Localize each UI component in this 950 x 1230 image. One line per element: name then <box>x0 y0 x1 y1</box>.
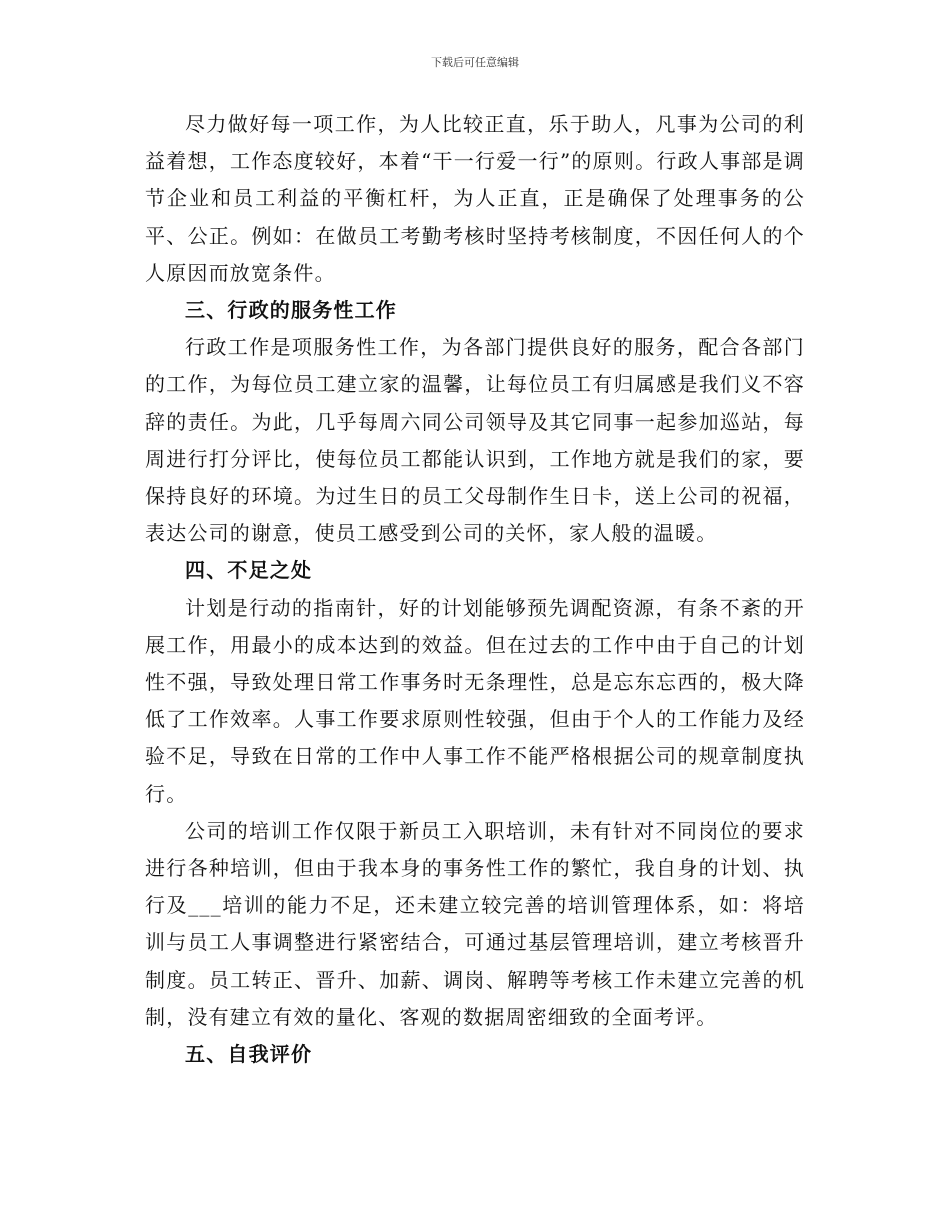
paragraph-service-work: 行政工作是项服务性工作，为各部门提供良好的服务，配合各部门的工作，为每位员工建立家的温馨，让每位员工有归属感是我们义不容辞的责任。为此，几乎每周六同公司领导及其它同事一起参加巡站，每周进行打分评比，使每位员工都能认识到，工作地方就是我们的家，要保持良好的环境。为过生日的员工父母制作生日卡，送上公司的祝福，表达公司的谢意，使员工感受到公司的关怀，家人般的温暖。 <box>145 335 805 546</box>
document-body <box>145 106 805 1073</box>
section-heading-5: 五、自我评价 <box>185 1042 313 1067</box>
paragraph-work-attitude: 尽力做好每一项工作，为人比较正直，乐于助人，凡事为公司的利益着想，工作态度较好，本着“干一行爱一行”的原则。行政人事部是调节企业和员工利益的平衡杠杆，为人正直，正是确保了处理事务的公平、公正。例如：在做员工考勤考核时坚持考核制度，不因任何人的个人原因而放宽条件。 <box>145 112 805 285</box>
page-header-note: 下载后可任意编辑 <box>431 56 519 69</box>
section-heading-4: 四、不足之处 <box>185 558 313 583</box>
paragraph-training-shortcomings: 公司的培训工作仅限于新员工入职培训，未有针对不同岗位的要求进行各种培训，但由于我本身的事务性工作的繁忙，我自身的计划、执行及___培训的能力不足，还未建立较完善的培训管理体系，如：将培训与员工人事调整进行紧密结合，可通过基层管理培训，建立考核晋升制度。员工转正、晋升、加薪、调岗、解聘等考核工作未建立完善的机制，没有建立有效的量化、客观的数据周密细致的全面考评。 <box>145 818 805 1029</box>
paragraph-planning-shortcomings: 计划是行动的指南针，好的计划能够预先调配资源，有条不紊的开展工作，用最小的成本达到的效益。但在过去的工作中由于自己的计划性不强，导致处理日常工作事务时无条理性，总是忘东忘西的，极大降低了工作效率。人事工作要求原则性较强，但由于个人的工作能力及经验不足，导致在日常的工作中人事工作不能严格根据公司的规章制度执行。 <box>145 595 805 806</box>
section-heading-3: 三、行政的服务性工作 <box>185 298 397 323</box>
